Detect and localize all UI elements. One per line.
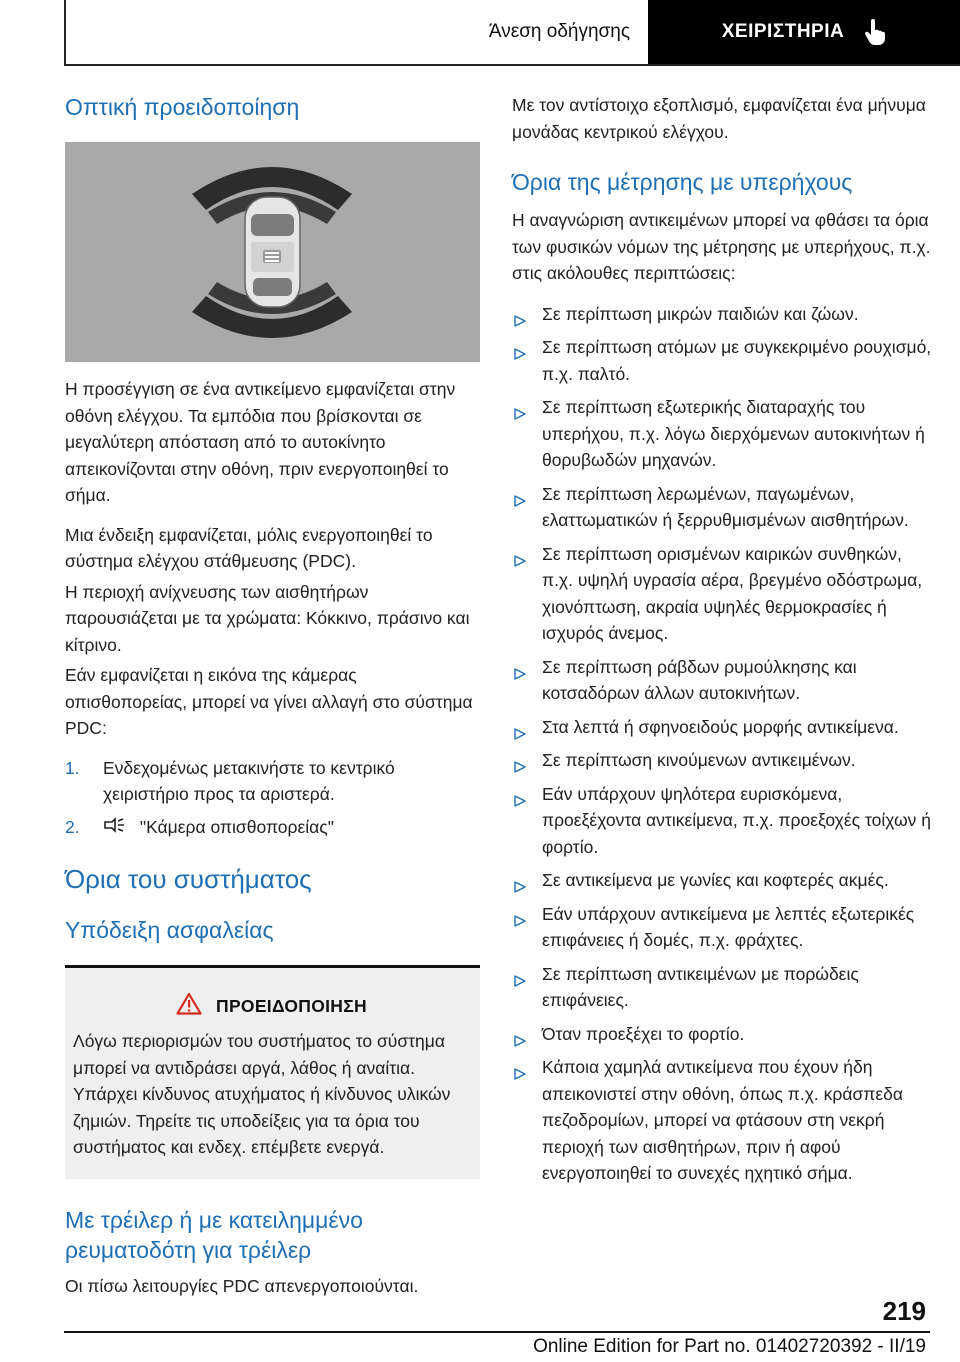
right-column: [512, 92, 932, 1194]
limitation-text: Στα λεπτά ή σφηνοειδούς μορφής αντικείμενα.: [542, 716, 899, 737]
heading-system-limits: Όρια του συστήματος: [65, 864, 312, 895]
paragraph-reversing-camera: Εάν εμφανίζεται η εικόνα της κάμερας οπισθοπορείας, μπορεί να γίνει αλλαγή στο σύστημα PDC:: [65, 665, 473, 738]
limitation-item: [512, 714, 932, 741]
paragraph-ultrasound: Η αναγνώριση αντικειμένων μπορεί να φθάσει τα όρια των φυσικών νόμων της μέτρησης με υπερήχους, π.χ. στις ακόλουθες περιπτώσεις:: [512, 210, 931, 283]
bullet-triangle-icon: [514, 874, 526, 901]
limitation-item: [512, 901, 932, 954]
warning-title: ΠΡΟΕΙΔΟΠΟΙΗΣΗ: [216, 995, 367, 1016]
limitation-item: [512, 654, 932, 707]
footer-rule: [64, 1331, 930, 1333]
bullet-triangle-icon: [514, 308, 526, 335]
warning-text: Λόγω περιορισμών του συστήματος το σύστημα μπορεί να αντιδράσει αργά, λάθος ή αναίτια. Υπάρχει κίνδυνος ατυχήματος ή κίνδυνος υλικών ζημιών. Τηρείτε τις υποδείξεις για τα όρια του συστήματος και ενδεχ. επέμβετε ενεργά.: [73, 1031, 451, 1158]
heading-ultrasound-limits: Όρια της μέτρησης με υπερήχους: [512, 169, 853, 195]
bullet-triangle-icon: [514, 754, 526, 781]
paragraph-indicator: Μια ένδειξη εμφανίζεται, μόλις ενεργοποιηθεί το σύστημα ελέγχου στάθμευσης (PDC).: [65, 524, 433, 571]
heading-visual-warning: Οπτική προειδοποίηση: [65, 94, 300, 120]
paragraph-approach: Η προσέγγιση σε ένα αντικείμενο εμφανίζεται στην οθόνη ελέγχου. Τα εμπόδια που βρίσκονται σε μεγαλύτερη απόσταση από το αυτοκίνητο απεικονίζονται στην οθόνη, πριν ενεργοποιηθεί το σήμα.: [65, 379, 456, 505]
limitation-text: Σε περίπτωση ορισμένων καιρικών συνθηκών, π.χ. υψηλή υγρασία αέρα, βρεγμένο οδόστρωμα, χιονόπτωση, ακραία υψηλές θερμοκρασίες ή ισχυρός άνεμος.: [542, 543, 923, 643]
limitation-item: [512, 301, 932, 328]
header-chapter-title: ΧΕΙΡΙΣΤΗΡΙΑ: [721, 21, 845, 42]
page-number: 219: [882, 1296, 926, 1326]
bullet-triangle-icon: [514, 401, 526, 428]
limitation-text: Σε περίπτωση εξωτερικής διαταραχής του υπερήχου, π.χ. λόγω διερχόμενων αυτοκινήτων ή θορυβωδών μηχανών.: [542, 397, 925, 470]
heading-safety-note: Υπόδειξη ασφαλείας: [65, 917, 274, 944]
limitation-item: [512, 867, 932, 894]
bullet-triangle-icon: [514, 908, 526, 935]
pdc-display-illustration: [65, 142, 480, 362]
bullet-triangle-icon: [514, 1061, 526, 1088]
bullet-triangle-icon: [514, 341, 526, 368]
header-chapter-tab: [648, 0, 960, 64]
bullet-triangle-icon: [514, 721, 526, 748]
left-column: [65, 92, 480, 1312]
footer-edition: Online Edition for Part no. 01402720392 - II/19: [533, 1336, 926, 1357]
step-list: [65, 755, 480, 842]
bullet-triangle-icon: [514, 548, 526, 575]
step-text: "Κάμερα οπισθοπορείας": [139, 816, 334, 837]
limitation-text: Όταν προεξέχει το φορτίο.: [542, 1023, 745, 1044]
limitation-item: [512, 961, 932, 1014]
limitation-item: [512, 334, 932, 387]
limitation-text: Σε περίπτωση αντικειμένων με πορώδεις επιφάνειες.: [542, 963, 859, 1010]
limitation-item: [512, 481, 932, 534]
bullet-triangle-icon: [514, 488, 526, 515]
limitation-list: [512, 301, 932, 1187]
step-item: [65, 814, 480, 842]
touch-hand-icon: [864, 19, 886, 45]
paragraph-equipment-message: Με τον αντίστοιχο εξοπλισμό, εμφανίζεται ένα μήνυμα μονάδας κεντρικού ελέγχου.: [512, 95, 926, 142]
paragraph-detection-colors: Η περιοχή ανίχνευσης των αισθητήρων παρουσιάζεται με τα χρώματα: Κόκκινο, πράσινο και κίτρινο.: [65, 581, 470, 655]
step-number: 1.: [65, 757, 80, 778]
warning-box: [65, 965, 480, 1179]
limitation-text: Σε περίπτωση κινούμενων αντικειμένων.: [542, 750, 856, 770]
limitation-item: [512, 394, 932, 474]
step-text: Ενδεχομένως μετακινήστε το κεντρικό χειριστήριο προς τα αριστερά.: [103, 757, 395, 804]
limitation-item: [512, 1054, 932, 1187]
paragraph-trailer: Οι πίσω λειτουργίες PDC απενεργοποιούνται.: [65, 1275, 419, 1296]
car-sensor-illustration: [65, 142, 480, 362]
limitation-item: [512, 541, 932, 647]
limitation-text: Σε περίπτωση ράβδων ρυμούλκησης και κοτσαδόρων άλλων αυτοκινήτων.: [542, 656, 857, 703]
header-section-title: Άνεση οδήγησης: [488, 21, 630, 42]
bullet-triangle-icon: [514, 968, 526, 995]
limitation-text: Σε περίπτωση μικρών παιδιών και ζώων.: [542, 303, 859, 324]
warning-header: [73, 992, 470, 1020]
camera-icon: [103, 815, 125, 842]
limitation-text: Σε αντικείμενα με γωνίες και κοφτερές ακμές.: [542, 870, 889, 890]
limitation-text: Εάν υπάρχουν ψηλότερα ευρισκόμενα, προεξέχοντα αντικείμενα, π.χ. προεξοχές τοίχων ή φορτίο.: [542, 783, 931, 857]
limitation-text: Σε περίπτωση ατόμων με συγκεκριμένο ρουχισμό, π.χ. παλτό.: [542, 337, 932, 384]
limitation-item: [512, 1021, 932, 1048]
bullet-triangle-icon: [514, 1028, 526, 1055]
bullet-triangle-icon: [514, 661, 526, 688]
warning-triangle-icon: [176, 992, 202, 1020]
limitation-text: Σε περίπτωση λερωμένων, παγωμένων, ελαττωματικών ή ξερρυθμισμένων αισθητήρων.: [542, 483, 909, 530]
heading-trailer: Με τρέιλερ ή με κατειλημμένο ρευματοδότη για τρέιλερ: [65, 1206, 363, 1263]
step-item: [65, 755, 480, 808]
limitation-item: [512, 781, 932, 861]
bullet-triangle-icon: [514, 788, 526, 815]
step-number: 2.: [65, 816, 80, 837]
limitation-item: [512, 747, 932, 774]
limitation-text: Εάν υπάρχουν αντικείμενα με λεπτές εξωτερικές επιφάνειες ή δομές, π.χ. φράχτες.: [542, 903, 915, 950]
limitation-text: Κάποια χαμηλά αντικείμενα που έχουν ήδη απεικονιστεί στην οθόνη, όπως π.χ. κράσπεδα πεζοδρομίων, μπορεί να φτάσουν στη νεκρή περιοχή των αισθητήρων, πριν ή αφού ενεργοποιηθεί το συνεχές ηχητικό σήμα.: [542, 1057, 903, 1183]
